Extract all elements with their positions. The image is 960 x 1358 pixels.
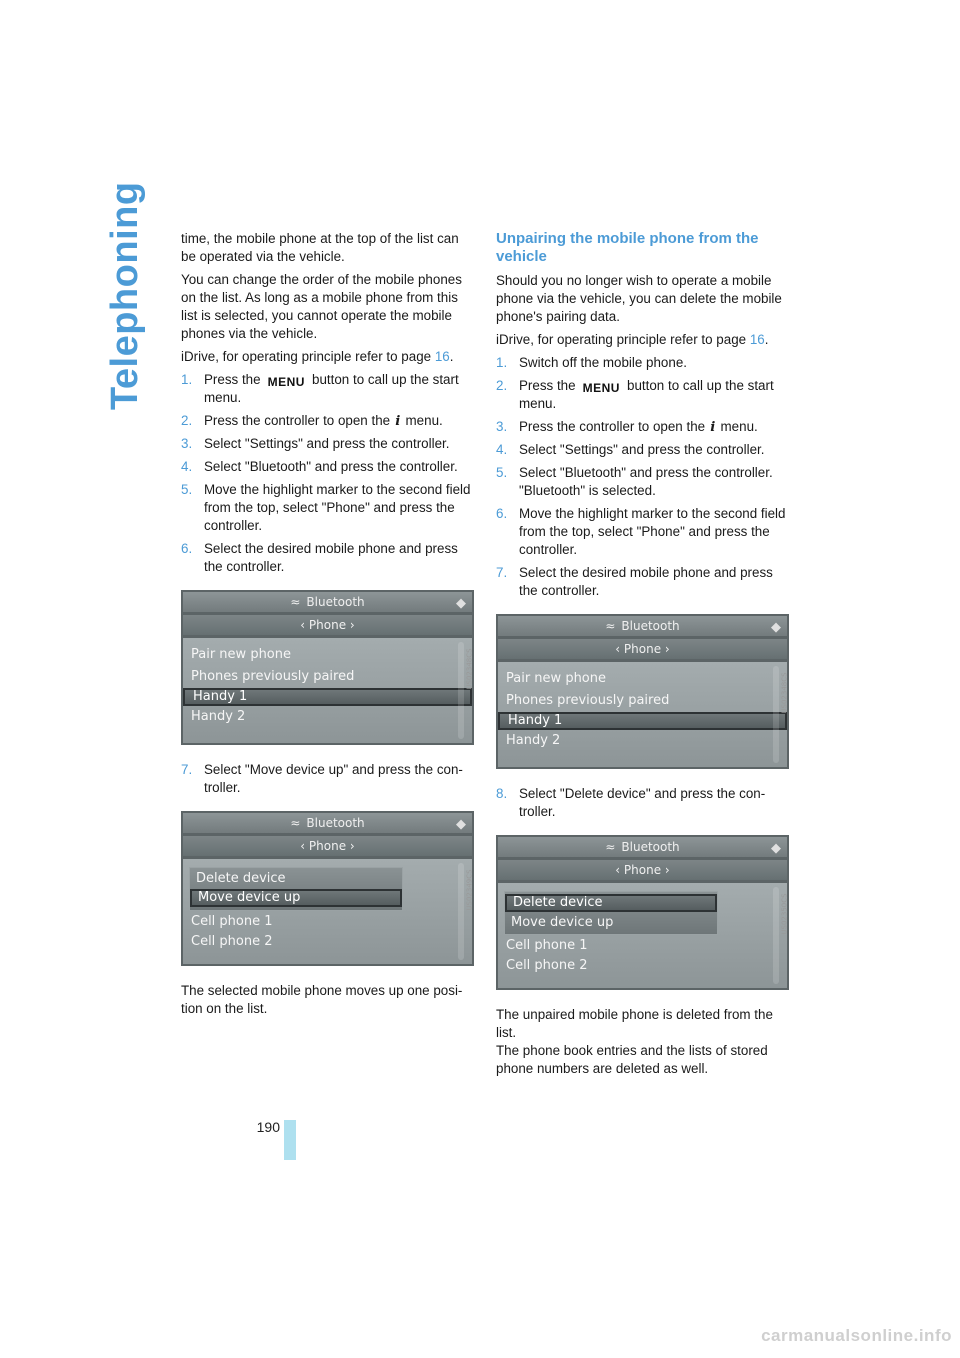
step-number: 6.	[496, 506, 508, 521]
paragraph: time, the mobile phone at the top of the list can be operated via the vehicle.	[181, 231, 459, 264]
idrive-screen-move-device	[181, 811, 474, 966]
section-heading: Unpairing the mobile phone from the vehicle	[496, 230, 759, 265]
bluetooth-icon: ≈	[290, 816, 301, 830]
paragraph: You can change the order of the mobile phones on the list. As long as a mobile phone from this list is selected, you cannot operate the mobile phones via the vehicle.	[181, 272, 462, 341]
list-item: Cell phone 1	[506, 938, 588, 953]
screen-subtitle-bar: ‹ Phone ›	[183, 615, 472, 635]
idrive-reference	[496, 331, 790, 349]
step-item	[181, 540, 475, 576]
list-item: Phones previously paired	[506, 693, 670, 708]
screen-title-bar	[183, 813, 472, 833]
left-column	[181, 230, 475, 1023]
controller-icon: ◆	[456, 817, 466, 832]
idrive-screen-phone-list	[181, 590, 474, 745]
step-list	[181, 371, 475, 576]
step-text: Press the controller to open the	[519, 419, 709, 434]
step-item	[496, 441, 790, 459]
list-item: Handy 2	[506, 733, 561, 748]
step-number: 5.	[496, 465, 508, 480]
step-text: Select "Delete device" and press the con-troller.	[519, 786, 766, 819]
image-code: US02350CS	[780, 893, 789, 935]
list-item-highlighted: Handy 1	[498, 712, 787, 730]
step-item	[496, 464, 790, 500]
page-link[interactable]: 16	[749, 332, 765, 347]
screen-list	[183, 859, 472, 964]
screen-list	[498, 883, 787, 988]
screen-subtitle-bar: ‹ Phone ›	[183, 836, 472, 856]
controller-icon: ◆	[771, 841, 781, 856]
bluetooth-icon: ≈	[605, 840, 616, 854]
screen-title-bar	[498, 616, 787, 636]
list-item: Pair new phone	[191, 647, 291, 662]
step-text: Move the highlight marker to the second field from the top, select "Phone" and press the controller.	[519, 506, 786, 557]
list-item: Cell phone 2	[506, 958, 588, 973]
step-number: 3.	[496, 419, 508, 434]
image-code: US02348CS	[465, 648, 474, 690]
bluetooth-icon: ≈	[605, 619, 616, 633]
step-text: Press the	[519, 378, 580, 393]
paragraph: Should you no longer wish to operate a mobile phone via the vehicle, you can delete the mobile phone's pairing data.	[496, 273, 782, 324]
step-text: menu.	[716, 419, 758, 434]
paragraph: The phone book entries and the lists of stored phone numbers are deleted as well.	[496, 1043, 768, 1076]
list-item: Pair new phone	[506, 671, 606, 686]
context-popup	[504, 891, 718, 935]
step-number: 8.	[496, 786, 508, 801]
step-item	[181, 371, 475, 407]
screen-title: Bluetooth	[621, 619, 680, 633]
step-text: Select "Bluetooth" and press the controller. "Bluetooth" is selected.	[519, 465, 773, 498]
section-title: Telephoning	[104, 181, 146, 410]
screen-list	[498, 662, 787, 767]
list-item: Cell phone 2	[191, 934, 273, 949]
step-item	[181, 412, 475, 430]
step-item	[496, 418, 790, 436]
paragraph: The selected mobile phone moves up one posi-tion on the list.	[181, 983, 463, 1016]
step-text: Switch off the mobile phone.	[519, 355, 687, 370]
popup-item-highlighted: Move device up	[190, 889, 402, 907]
idrive-reference-text: iDrive, for operating principle refer to page	[181, 349, 435, 364]
idrive-reference-suffix: .	[764, 332, 769, 347]
step-number: 2.	[181, 413, 193, 428]
step-text: Select the desired mobile phone and press the controller.	[519, 565, 773, 598]
page-number: 190	[256, 1119, 280, 1135]
step-number: 5.	[181, 482, 193, 497]
controller-icon: ◆	[456, 596, 466, 611]
step-number: 7.	[496, 565, 508, 580]
step-number: 3.	[181, 436, 193, 451]
list-item: Cell phone 1	[191, 914, 273, 929]
step-number: 4.	[496, 442, 508, 457]
screen-title-bar	[498, 837, 787, 857]
controller-icon: ◆	[771, 620, 781, 635]
step-number: 1.	[181, 372, 193, 387]
screen-title: Bluetooth	[306, 816, 365, 830]
step-text: button to call up the start menu.	[519, 378, 774, 411]
step-number: 4.	[181, 459, 193, 474]
step-item	[496, 505, 790, 559]
image-code: US02349CS	[465, 869, 474, 911]
step-text: Move the highlight marker to the second field from the top, select "Phone" and press the controller.	[204, 482, 471, 533]
step-number: 7.	[181, 762, 193, 777]
right-column	[496, 230, 790, 1083]
step-item	[181, 458, 475, 476]
step-item	[496, 564, 790, 600]
step-text: Press the	[204, 372, 265, 387]
popup-item: Delete device	[196, 871, 286, 886]
step-list	[496, 354, 790, 600]
idrive-reference-text: iDrive, for operating principle refer to page	[496, 332, 750, 347]
context-popup	[189, 867, 403, 911]
step-item	[496, 377, 790, 413]
list-item: Phones previously paired	[191, 669, 355, 684]
screen-title: Bluetooth	[621, 840, 680, 854]
step-text: menu.	[401, 413, 443, 428]
idrive-screen-phone-list	[496, 614, 789, 769]
step-number: 2.	[496, 378, 508, 393]
idrive-screen-delete-device	[496, 835, 789, 990]
screen-title-bar	[183, 592, 472, 612]
step-text: Select the desired mobile phone and press the controller.	[204, 541, 458, 574]
step-text: Select "Settings" and press the controller.	[519, 442, 765, 457]
step-text: Press the controller to open the	[204, 413, 394, 428]
screen-subtitle-bar: ‹ Phone ›	[498, 860, 787, 880]
screen-list	[183, 638, 472, 743]
step-list	[496, 785, 790, 821]
step-item	[496, 785, 790, 821]
step-item	[181, 481, 475, 535]
list-item-highlighted: Handy 1	[183, 688, 472, 706]
list-item: Handy 2	[191, 709, 246, 724]
popup-item-highlighted: Delete device	[505, 894, 717, 912]
step-text: Select "Bluetooth" and press the controller.	[204, 459, 458, 474]
popup-item: Move device up	[511, 915, 614, 930]
page-marker-bar	[284, 1120, 296, 1160]
step-text: Select "Move device up" and press the con-troller.	[204, 762, 463, 795]
step-item	[181, 761, 475, 797]
bluetooth-icon: ≈	[290, 595, 301, 609]
step-text: Select "Settings" and press the controller.	[204, 436, 450, 451]
paragraph: The unpaired mobile phone is deleted from the list.	[496, 1007, 773, 1040]
step-item	[496, 354, 790, 372]
step-list	[181, 761, 475, 797]
step-text: button to call up the start menu.	[204, 372, 459, 405]
step-number: 1.	[496, 355, 508, 370]
screen-title: Bluetooth	[306, 595, 365, 609]
step-number: 6.	[181, 541, 193, 556]
page-link[interactable]: 16	[434, 349, 450, 364]
step-item	[181, 435, 475, 453]
image-code: US02348CS	[780, 672, 789, 714]
info-icon: i	[395, 413, 401, 429]
menu-button-icon: MENU	[264, 376, 308, 389]
idrive-reference-suffix: .	[449, 349, 454, 364]
menu-button-icon: MENU	[579, 382, 623, 395]
watermark: carmanualsonline.info	[761, 1326, 952, 1345]
info-icon: i	[710, 419, 716, 435]
idrive-reference	[181, 348, 475, 366]
screen-subtitle-bar: ‹ Phone ›	[498, 639, 787, 659]
